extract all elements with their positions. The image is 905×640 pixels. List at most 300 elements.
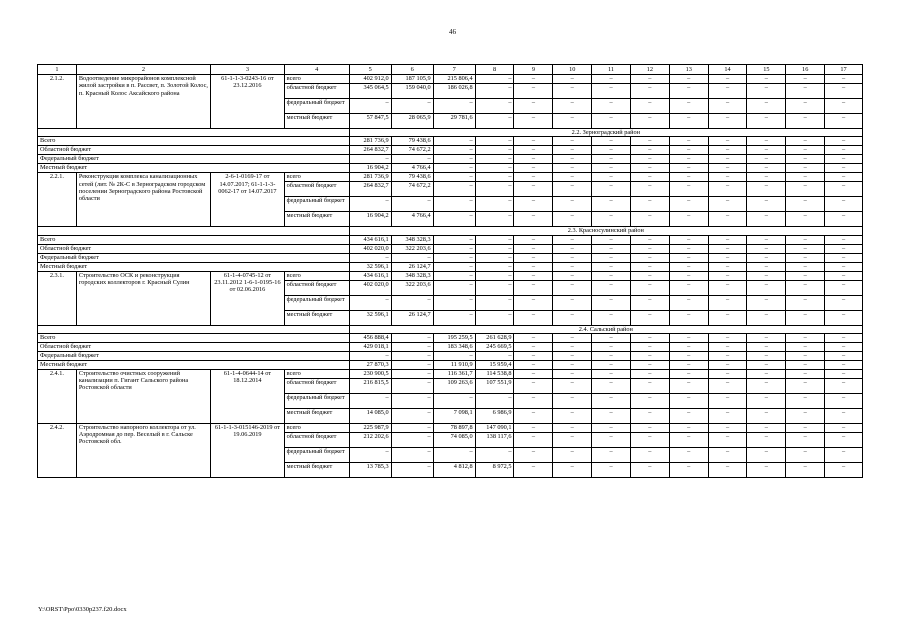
summary-value: – — [553, 235, 592, 244]
project-value: 230 900,5 — [349, 369, 391, 378]
project-value: – — [514, 447, 553, 462]
section-spacer — [38, 325, 350, 333]
project-value: – — [825, 99, 863, 114]
summary-value: – — [825, 360, 863, 369]
summary-value: – — [514, 351, 553, 360]
project-value: – — [747, 75, 786, 84]
project-value: 79 438,6 — [391, 173, 433, 182]
summary-value: 195 259,5 — [433, 333, 475, 342]
project-value: – — [786, 408, 825, 423]
project-value: – — [786, 280, 825, 295]
fund-label: областной бюджет — [284, 182, 349, 197]
project-value: 28 065,9 — [391, 114, 433, 129]
project-value: – — [630, 197, 669, 212]
project-value: – — [391, 197, 433, 212]
summary-value: – — [592, 342, 631, 351]
project-value: – — [747, 423, 786, 432]
summary-value: – — [786, 360, 825, 369]
project-value: – — [747, 173, 786, 182]
summary-value: – — [786, 244, 825, 253]
project-value: – — [592, 447, 631, 462]
project-value: – — [592, 99, 631, 114]
fund-label: областной бюджет — [284, 432, 349, 447]
project-value: – — [747, 447, 786, 462]
project-value: 138 117,6 — [475, 432, 514, 447]
summary-value: – — [553, 333, 592, 342]
summary-value: 261 628,9 — [475, 333, 514, 342]
summary-label: Местный бюджет — [38, 164, 350, 173]
project-value: – — [708, 212, 747, 227]
project-value: – — [349, 99, 391, 114]
summary-value: – — [349, 351, 391, 360]
project-value: – — [786, 393, 825, 408]
summary-value: – — [747, 351, 786, 360]
project-value: – — [514, 408, 553, 423]
summary-label: Местный бюджет — [38, 360, 350, 369]
project-value: 74 085,0 — [433, 432, 475, 447]
project-value: – — [433, 280, 475, 295]
summary-value: – — [708, 146, 747, 155]
project-value: 116 361,7 — [433, 369, 475, 378]
project-value: – — [475, 447, 514, 462]
summary-value: – — [669, 244, 708, 253]
summary-value: – — [708, 333, 747, 342]
project-value: – — [825, 310, 863, 325]
project-name: Строительство очистных сооружений канализации п. Гигант Сальского района Ростовской области — [76, 369, 210, 423]
section-row — [38, 129, 863, 137]
summary-value: – — [514, 137, 553, 146]
project-value: – — [592, 75, 631, 84]
fund-label: всего — [284, 173, 349, 182]
project-value: – — [514, 212, 553, 227]
summary-value: – — [630, 244, 669, 253]
project-value: – — [553, 271, 592, 280]
project-value: – — [747, 378, 786, 393]
project-value: – — [349, 447, 391, 462]
project-value: 4 812,8 — [433, 462, 475, 477]
fund-label: областной бюджет — [284, 84, 349, 99]
column-number: 14 — [708, 65, 747, 75]
project-value: – — [747, 462, 786, 477]
summary-value: – — [825, 155, 863, 164]
project-value: 14 085,0 — [349, 408, 391, 423]
summary-row — [38, 137, 863, 146]
project-value: – — [592, 432, 631, 447]
project-value: – — [630, 280, 669, 295]
project-value: – — [669, 310, 708, 325]
project-value: – — [786, 75, 825, 84]
section-title: 2.4. Сальский район — [349, 325, 862, 333]
project-value: 345 064,5 — [349, 84, 391, 99]
project-value: – — [553, 423, 592, 432]
project-value: – — [669, 75, 708, 84]
summary-value: 183 348,6 — [433, 342, 475, 351]
project-value: – — [825, 173, 863, 182]
project-value: – — [391, 432, 433, 447]
summary-value: – — [433, 351, 475, 360]
fund-label: местный бюджет — [284, 114, 349, 129]
summary-value: – — [708, 360, 747, 369]
summary-value: – — [747, 146, 786, 155]
project-value: 159 040,0 — [391, 84, 433, 99]
summary-row — [38, 253, 863, 262]
project-value: – — [630, 447, 669, 462]
project-value: – — [630, 432, 669, 447]
project-value: – — [514, 271, 553, 280]
fund-label: федеральный бюджет — [284, 197, 349, 212]
summary-value: – — [747, 253, 786, 262]
project-value: 114 538,8 — [475, 369, 514, 378]
project-value: – — [630, 114, 669, 129]
project-value: – — [630, 295, 669, 310]
summary-label: Федеральный бюджет — [38, 155, 350, 164]
fund-label: федеральный бюджет — [284, 295, 349, 310]
project-value: – — [553, 378, 592, 393]
summary-value: – — [669, 235, 708, 244]
project-value: – — [391, 423, 433, 432]
project-value: – — [708, 114, 747, 129]
summary-value: – — [349, 253, 391, 262]
summary-label: Всего — [38, 235, 350, 244]
project-value: – — [825, 378, 863, 393]
project-value: – — [514, 114, 553, 129]
project-value: – — [433, 212, 475, 227]
project-value: – — [433, 197, 475, 212]
summary-value: 264 832,7 — [349, 146, 391, 155]
summary-value: – — [786, 164, 825, 173]
summary-value: – — [630, 235, 669, 244]
project-value: – — [825, 197, 863, 212]
project-value: – — [669, 182, 708, 197]
summary-label: Всего — [38, 137, 350, 146]
project-value: – — [825, 295, 863, 310]
summary-value: – — [630, 164, 669, 173]
project-value: – — [433, 182, 475, 197]
project-value: – — [708, 423, 747, 432]
section-spacer — [38, 227, 350, 235]
project-value: – — [630, 99, 669, 114]
project-value: – — [786, 378, 825, 393]
summary-row — [38, 262, 863, 271]
summary-value: – — [825, 164, 863, 173]
project-row — [38, 271, 863, 280]
summary-value: – — [592, 262, 631, 271]
summary-label: Областной бюджет — [38, 342, 350, 351]
summary-row — [38, 360, 863, 369]
project-value: – — [747, 114, 786, 129]
project-value: – — [553, 408, 592, 423]
summary-value: – — [391, 342, 433, 351]
summary-value: – — [708, 253, 747, 262]
summary-value: – — [592, 244, 631, 253]
project-value: 29 781,6 — [433, 114, 475, 129]
summary-value: – — [592, 146, 631, 155]
project-value: – — [708, 369, 747, 378]
summary-value: – — [553, 360, 592, 369]
summary-value: – — [669, 333, 708, 342]
summary-row — [38, 244, 863, 253]
summary-value: – — [592, 253, 631, 262]
project-number: 2.4.1. — [38, 369, 77, 423]
project-value: – — [592, 310, 631, 325]
project-value: – — [708, 280, 747, 295]
project-value: 434 616,1 — [349, 271, 391, 280]
project-value: – — [553, 99, 592, 114]
project-value: – — [475, 99, 514, 114]
project-value: – — [514, 423, 553, 432]
project-value: – — [475, 182, 514, 197]
summary-value: 79 438,6 — [391, 137, 433, 146]
project-value: – — [592, 378, 631, 393]
summary-value: – — [475, 146, 514, 155]
project-document: 61-1-4-0745-12 от 23.11.2012 1-6-1-0195-16 от 02.06.2016 — [211, 271, 284, 325]
project-value: 78 897,8 — [433, 423, 475, 432]
project-value: 225 987,9 — [349, 423, 391, 432]
project-value: 281 736,9 — [349, 173, 391, 182]
project-value: – — [747, 271, 786, 280]
summary-value: – — [475, 253, 514, 262]
project-number: 2.2.1. — [38, 173, 77, 227]
summary-value: – — [747, 137, 786, 146]
project-row — [38, 173, 863, 182]
summary-value: – — [514, 360, 553, 369]
summary-label: Местный бюджет — [38, 262, 350, 271]
project-value: – — [592, 295, 631, 310]
project-value: 4 766,4 — [391, 212, 433, 227]
project-value: – — [553, 393, 592, 408]
summary-value: – — [825, 342, 863, 351]
project-value: – — [475, 75, 514, 84]
project-row — [38, 423, 863, 432]
project-value: – — [553, 447, 592, 462]
summary-value: – — [592, 333, 631, 342]
summary-value: – — [669, 146, 708, 155]
project-value: 402 020,0 — [349, 280, 391, 295]
summary-value: – — [514, 342, 553, 351]
project-value: – — [825, 271, 863, 280]
summary-value: – — [825, 262, 863, 271]
project-value: – — [475, 280, 514, 295]
summary-value: 245 669,5 — [475, 342, 514, 351]
project-value: – — [825, 280, 863, 295]
summary-row — [38, 235, 863, 244]
summary-value: – — [514, 146, 553, 155]
project-value: – — [433, 173, 475, 182]
project-value: – — [514, 280, 553, 295]
summary-value: – — [475, 262, 514, 271]
project-value: 74 672,2 — [391, 182, 433, 197]
summary-value: – — [825, 351, 863, 360]
project-value: – — [630, 75, 669, 84]
column-number: 16 — [786, 65, 825, 75]
summary-row — [38, 155, 863, 164]
section-title: 2.3. Красносулинский район — [349, 227, 862, 235]
summary-value: 322 203,6 — [391, 244, 433, 253]
project-value: 147 090,1 — [475, 423, 514, 432]
summary-value: – — [433, 137, 475, 146]
project-value: – — [825, 212, 863, 227]
summary-label: Федеральный бюджет — [38, 253, 350, 262]
fund-label: всего — [284, 369, 349, 378]
summary-value: – — [630, 155, 669, 164]
summary-value: 11 910,9 — [433, 360, 475, 369]
summary-value: – — [475, 244, 514, 253]
summary-value: – — [553, 164, 592, 173]
project-value: – — [592, 393, 631, 408]
summary-value: – — [786, 137, 825, 146]
column-number: 6 — [391, 65, 433, 75]
project-value: – — [708, 182, 747, 197]
summary-value: – — [391, 253, 433, 262]
summary-value: – — [669, 360, 708, 369]
project-value: – — [669, 423, 708, 432]
fund-label: областной бюджет — [284, 378, 349, 393]
project-number: 2.1.2. — [38, 75, 77, 129]
summary-value: – — [669, 164, 708, 173]
summary-value: – — [708, 351, 747, 360]
fund-label: федеральный бюджет — [284, 99, 349, 114]
project-value: – — [708, 408, 747, 423]
fund-label: всего — [284, 423, 349, 432]
project-value: – — [786, 423, 825, 432]
project-value: – — [669, 447, 708, 462]
project-value: 109 263,6 — [433, 378, 475, 393]
fund-label: местный бюджет — [284, 212, 349, 227]
project-value: – — [825, 447, 863, 462]
project-value: – — [747, 295, 786, 310]
summary-value: – — [553, 155, 592, 164]
project-value: – — [669, 173, 708, 182]
summary-value: – — [553, 253, 592, 262]
summary-value: – — [747, 155, 786, 164]
summary-value: – — [786, 253, 825, 262]
summary-value: – — [514, 155, 553, 164]
summary-value: – — [669, 262, 708, 271]
project-value: – — [708, 393, 747, 408]
project-value: – — [349, 295, 391, 310]
project-number: 2.3.1. — [38, 271, 77, 325]
column-number: 4 — [284, 65, 349, 75]
project-value: 215 806,4 — [433, 75, 475, 84]
summary-label: Областной бюджет — [38, 244, 350, 253]
project-value: – — [514, 182, 553, 197]
project-value: – — [391, 408, 433, 423]
project-value: – — [786, 173, 825, 182]
summary-value: – — [825, 146, 863, 155]
project-value: – — [630, 310, 669, 325]
project-value: – — [669, 197, 708, 212]
column-number: 13 — [669, 65, 708, 75]
column-number: 1 — [38, 65, 77, 75]
summary-value: – — [475, 235, 514, 244]
project-value: 7 098,1 — [433, 408, 475, 423]
summary-value: – — [433, 244, 475, 253]
summary-value: – — [786, 342, 825, 351]
project-value: – — [669, 99, 708, 114]
project-value: – — [592, 212, 631, 227]
summary-value: – — [514, 235, 553, 244]
page-number: 46 — [449, 28, 456, 36]
summary-row — [38, 351, 863, 360]
summary-value: – — [433, 164, 475, 173]
column-number-row — [38, 65, 863, 75]
fund-label: всего — [284, 75, 349, 84]
project-value: – — [747, 182, 786, 197]
project-value: – — [747, 393, 786, 408]
project-value: – — [630, 378, 669, 393]
project-value: – — [592, 271, 631, 280]
project-value: – — [592, 84, 631, 99]
summary-value: – — [475, 351, 514, 360]
project-value: 402 912,0 — [349, 75, 391, 84]
summary-value: – — [349, 155, 391, 164]
project-value: – — [708, 84, 747, 99]
project-value: – — [475, 197, 514, 212]
fund-label: федеральный бюджет — [284, 447, 349, 462]
summary-value: – — [747, 164, 786, 173]
project-value: – — [669, 408, 708, 423]
project-value: – — [786, 271, 825, 280]
summary-value: – — [747, 235, 786, 244]
project-value: – — [514, 393, 553, 408]
project-value: – — [825, 182, 863, 197]
project-value: – — [708, 197, 747, 212]
project-value: – — [433, 271, 475, 280]
summary-value: – — [669, 253, 708, 262]
summary-value: 4 766,4 — [391, 164, 433, 173]
summary-value: – — [630, 137, 669, 146]
project-value: – — [592, 197, 631, 212]
project-value: – — [514, 378, 553, 393]
project-value: – — [747, 99, 786, 114]
summary-value: – — [708, 235, 747, 244]
project-value: – — [747, 280, 786, 295]
project-value: – — [708, 462, 747, 477]
summary-value: 26 124,7 — [391, 262, 433, 271]
summary-value: – — [708, 262, 747, 271]
summary-row — [38, 146, 863, 155]
summary-value: – — [786, 333, 825, 342]
project-value: – — [553, 75, 592, 84]
project-value: – — [553, 212, 592, 227]
project-value: – — [630, 423, 669, 432]
project-value: – — [669, 295, 708, 310]
project-value: – — [669, 212, 708, 227]
summary-value: – — [391, 360, 433, 369]
project-value: – — [630, 369, 669, 378]
summary-value: – — [514, 262, 553, 271]
summary-row — [38, 333, 863, 342]
summary-value: – — [433, 253, 475, 262]
summary-value: 74 672,2 — [391, 146, 433, 155]
project-value: – — [475, 212, 514, 227]
summary-value: – — [553, 262, 592, 271]
column-number: 9 — [514, 65, 553, 75]
project-value: – — [391, 99, 433, 114]
project-document: 61-1-4-0644-14 от 18.12.2014 — [211, 369, 284, 423]
project-value: – — [708, 173, 747, 182]
summary-value: – — [553, 351, 592, 360]
project-value: – — [669, 432, 708, 447]
summary-value: – — [592, 155, 631, 164]
column-number: 10 — [553, 65, 592, 75]
project-document: 61-1-1-3-015146-2019 от 19.06.2019 — [211, 423, 284, 477]
summary-value: – — [592, 235, 631, 244]
project-value: – — [553, 369, 592, 378]
project-value: – — [514, 173, 553, 182]
summary-value: – — [391, 155, 433, 164]
project-document: 61-1-1-3-0243-16 от 23.12.2016 — [211, 75, 284, 129]
